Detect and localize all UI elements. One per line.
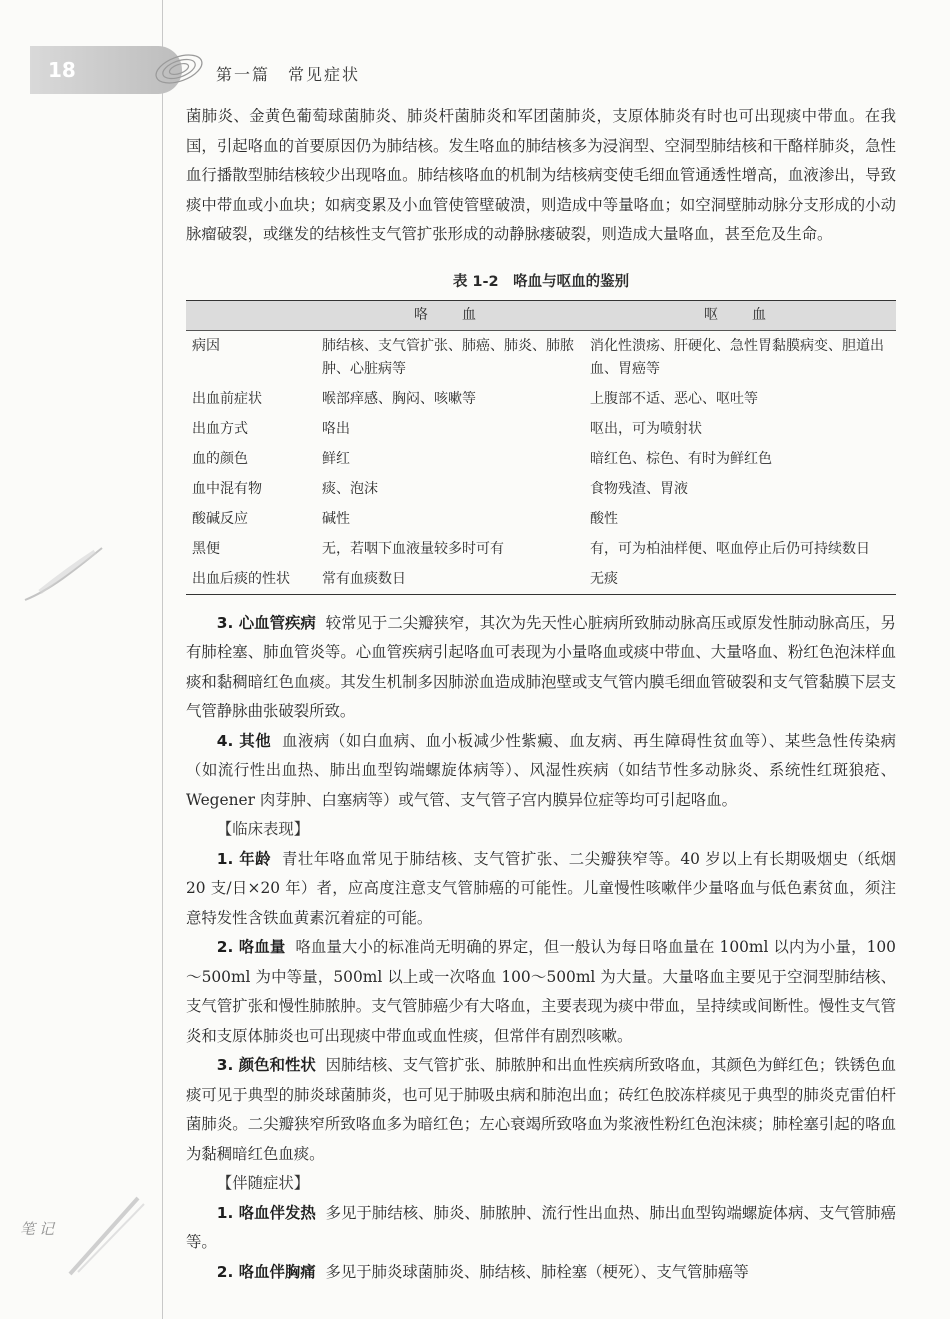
row-item: 出血后痰的性状 xyxy=(192,570,290,587)
row-hematemesis: 呕出，可为喷射状 xyxy=(590,420,702,437)
section-text: 青壮年咯血常见于肺结核、支气管扩张、二尖瓣狭窄等。40 岁以上有长期吸烟史（纸烟 20 支/日×20 年）者，应高度注意支气管肺癌的可能性。儿童慢性咳嗽伴少量咯血与低色素贫血，须注意特发性含铁血黄素沉着症的可能。 xyxy=(186,849,896,927)
row-hemoptysis: 常有血痰数日 xyxy=(322,570,406,587)
row-item: 出血前症状 xyxy=(192,390,262,407)
clinical-manifestations-label: 【临床表现】 xyxy=(216,820,310,838)
section-fever xyxy=(186,1199,896,1258)
section-heading: 1. 咯血伴发热 xyxy=(216,1203,316,1222)
table-title: 表 1-2 咯血与呕血的鉴别 xyxy=(452,273,630,290)
row-hematemesis: 暗红色、棕色、有时为鲜红色 xyxy=(590,450,772,467)
table-header-hematemesis: 呕 血 xyxy=(584,300,896,330)
section-volume xyxy=(186,933,896,1051)
row-item: 黑便 xyxy=(192,540,220,557)
row-hemoptysis: 无，若咽下血液量较多时可有 xyxy=(322,540,504,557)
section-heading: 1. 年龄 xyxy=(216,849,272,868)
section-text: 多见于肺结核、肺炎、肺脓肿、流行性出血热、肺出血型钩端螺旋体病、支气管肺癌等。 xyxy=(186,1203,896,1251)
table-row xyxy=(186,414,896,444)
row-item: 血的颜色 xyxy=(192,450,248,467)
row-item: 酸碱反应 xyxy=(192,510,248,527)
section-heading: 3. 心血管疾病 xyxy=(216,613,316,632)
swirl-ornament-icon xyxy=(150,40,208,98)
row-item: 血中混有物 xyxy=(192,480,262,497)
section-age xyxy=(186,845,896,934)
margin-rule xyxy=(162,0,163,1319)
main-content xyxy=(186,102,896,1287)
row-hematemesis: 酸性 xyxy=(590,510,618,527)
row-hemoptysis: 喉部痒感、胸闷、咳嗽等 xyxy=(322,390,476,407)
row-hematemesis: 食物残渣、胃液 xyxy=(590,480,688,497)
row-hemoptysis: 咯出 xyxy=(322,420,350,437)
body-sections xyxy=(186,609,896,1288)
section-heading: 2. 咯血量 xyxy=(216,938,286,956)
table-row xyxy=(186,564,896,595)
section-cardiovascular xyxy=(186,609,896,727)
table-row xyxy=(186,444,896,474)
table-header-hemoptysis: 咯 血 xyxy=(316,300,584,330)
section-chest-pain xyxy=(186,1258,896,1288)
row-hematemesis: 无痰 xyxy=(590,570,618,587)
section-heading: 4. 其他 xyxy=(216,731,272,750)
page-number: 18 xyxy=(48,58,76,82)
section-text: 咯血量大小的标准尚无明确的界定，但一般认为每日咯血量在 100ml 以内为小量，100～500ml 为中等量，500ml 以上或一次咯血 100～500ml 为大量。大量咯血主要见于空洞型肺结核、支气管扩张和慢性肺脓肿。支气管肺癌少有大咯血，主要表现为痰中带血，呈持续或间断性。慢性支气管炎和支原体肺炎也可出现痰中带血或血性痰，但常伴有剧烈咳嗽。 xyxy=(186,938,896,1045)
table-header-item xyxy=(186,300,316,330)
comparison-table xyxy=(186,300,896,595)
row-hematemesis: 消化性溃疡、肝硬化、急性胃黏膜病变、胆道出血、胃癌等 xyxy=(590,337,884,377)
row-hemoptysis: 碱性 xyxy=(322,510,350,527)
row-hematemesis: 有，可为柏油样便、呕血停止后仍可持续数日 xyxy=(590,540,870,557)
leaf-ornament-icon xyxy=(20,540,110,610)
table-header-row xyxy=(186,300,896,330)
section-other xyxy=(186,727,896,816)
table-row xyxy=(186,330,896,384)
row-hemoptysis: 鲜红 xyxy=(322,450,350,467)
table-row xyxy=(186,534,896,564)
table-row xyxy=(186,474,896,504)
paragraph-intro: 菌肺炎、金黄色葡萄球菌肺炎、肺炎杆菌肺炎和军团菌肺炎，支原体肺炎有时也可出现痰中带血。在我国，引起咯血的首要原因仍为肺结核。发生咯血的肺结核多为浸润型、空洞型肺结核和干酪样肺炎，急性血行播散型肺结核较少出现咯血。肺结核咯血的机制为结核病变使毛细血管通透性增高，血液渗出，导致痰中带血或小血块；如病变累及小血管使管壁破溃，则造成中等量咯血；如空洞壁肺动脉分支形成的小动脉瘤破裂，或继发的结核性支气管扩张形成的动静脉瘘破裂，则造成大量咯血，甚至危及生命。 xyxy=(186,107,896,243)
table-row xyxy=(186,384,896,414)
row-item: 病因 xyxy=(192,337,220,354)
row-hematemesis: 上腹部不适、恶心、呕吐等 xyxy=(590,390,758,407)
chapter-title: 第一篇 常见症状 xyxy=(216,65,361,84)
table-row xyxy=(186,504,896,534)
section-text: 多见于肺炎球菌肺炎、肺结核、肺栓塞（梗死）、支气管肺癌等 xyxy=(325,1262,749,1281)
pen-icon xyxy=(60,1190,150,1280)
accompanying-symptoms-label: 【伴随症状】 xyxy=(216,1174,310,1192)
row-item: 出血方式 xyxy=(192,420,248,437)
section-color xyxy=(186,1051,896,1169)
section-text: 血液病（如白血病、血小板减少性紫癜、血友病、再生障碍性贫血等）、某些急性传染病（如流行性出血热、肺出血型钩端螺旋体病等）、风湿性疾病（如结节性多动脉炎、系统性红斑狼疮、Wegener 肉芽肿、白塞病等）或气管、支气管子宫内膜异位症等均可引起咯血。 xyxy=(186,731,896,809)
section-heading: 2. 咯血伴胸痛 xyxy=(216,1262,316,1281)
section-text: 因肺结核、支气管扩张、肺脓肿和出血性疾病所致咯血，其颜色为鲜红色；铁锈色血痰可见于典型的肺炎球菌肺炎，也可见于肺吸虫病和肺泡出血；砖红色胶冻样痰见于典型的肺炎克雷伯杆菌肺炎。二尖瓣狭窄所致咯血多为暗红色；左心衰竭所致咯血为浆液性粉红色泡沫痰；肺栓塞引起的咯血为黏稠暗红色血痰。 xyxy=(186,1056,896,1163)
section-heading: 3. 颜色和性状 xyxy=(216,1056,316,1074)
notes-label: 笔记 xyxy=(20,1220,59,1238)
section-text: 较常见于二尖瓣狭窄，其次为先天性心脏病所致肺动脉高压或原发性肺动脉高压，另有肺栓塞、肺血管炎等。心血管疾病引起咯血可表现为小量咯血或痰中带血、大量咯血、粉红色泡沫样血痰和黏稠暗红色血痰。其发生机制多因肺淤血造成肺泡壁或支气管内膜毛细血管破裂和支气管黏膜下层支气管静脉曲张破裂所致。 xyxy=(186,613,896,720)
row-hemoptysis: 肺结核、支气管扩张、肺癌、肺炎、肺脓肿、心脏病等 xyxy=(322,337,574,377)
row-hemoptysis: 痰、泡沫 xyxy=(322,480,378,497)
